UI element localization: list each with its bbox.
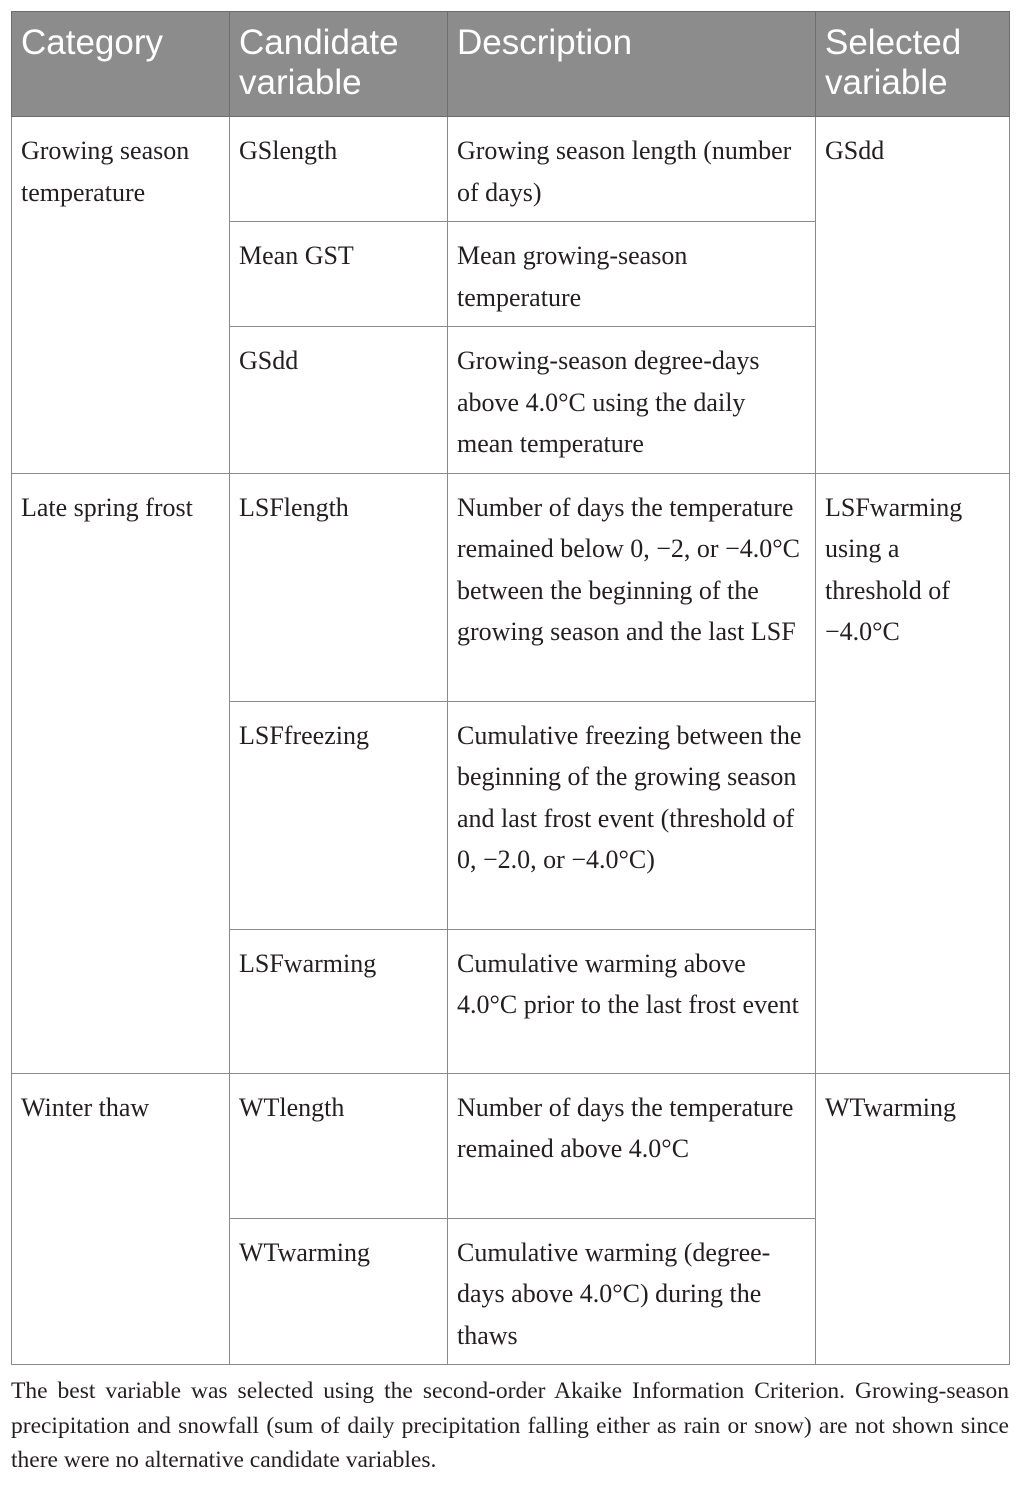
table-row (12, 473, 1010, 701)
selected-cell: GSdd (816, 117, 1010, 474)
variables-table (11, 11, 1010, 1365)
category-cell: Late spring frost (12, 473, 230, 1073)
selected-cell: WTwarming (816, 1073, 1010, 1365)
table-footnote: The best variable was selected using the second-order Akaike Information Criterion. Growing-season precipitation and snowfall (sum of daily precipitation falling either as rain or snow) are not shown since there were no alternative candidate variables. (11, 1378, 1009, 1473)
candidate-cell: LSFfreezing (230, 701, 448, 929)
candidate-cell: GSdd (230, 327, 448, 474)
header-candidate-variable: Candidate variable (230, 12, 448, 117)
description-cell: Number of days the temperature remained below 0, −2, or −4.0°C between the beginning of the growing season and the last LSF (448, 473, 816, 701)
description-cell: Cumulative warming above 4.0°C prior to the last frost event (448, 929, 816, 1073)
description-cell: Number of days the temperature remained above 4.0°C (448, 1073, 816, 1218)
selected-cell: LSFwarming using a threshold of −4.0°C (816, 473, 1010, 1073)
table-row (12, 1073, 1010, 1218)
candidate-cell: Mean GST (230, 222, 448, 327)
header-description: Description (448, 12, 816, 117)
candidate-cell: WTwarming (230, 1218, 448, 1365)
candidate-cell: LSFlength (230, 473, 448, 701)
header-category: Category (12, 12, 230, 117)
header-row (12, 12, 1010, 117)
description-cell: Cumulative warming (degree-days above 4.0°C) during the thaws (448, 1218, 816, 1365)
candidate-cell: LSFwarming (230, 929, 448, 1073)
description-cell: Growing-season degree-days above 4.0°C using the daily mean temperature (448, 327, 816, 474)
description-cell: Mean growing-season temperature (448, 222, 816, 327)
header-selected-variable: Selected variable (816, 12, 1010, 117)
category-cell: Winter thaw (12, 1073, 230, 1365)
category-cell: Growing season temperature (12, 117, 230, 474)
description-cell: Growing season length (number of days) (448, 117, 816, 222)
table-container (11, 11, 1009, 1365)
description-cell: Cumulative freezing between the beginning of the growing season and last frost event (threshold of 0, −2.0, or −4.0°C) (448, 701, 816, 929)
candidate-cell: WTlength (230, 1073, 448, 1218)
candidate-cell: GSlength (230, 117, 448, 222)
table-row (12, 117, 1010, 222)
